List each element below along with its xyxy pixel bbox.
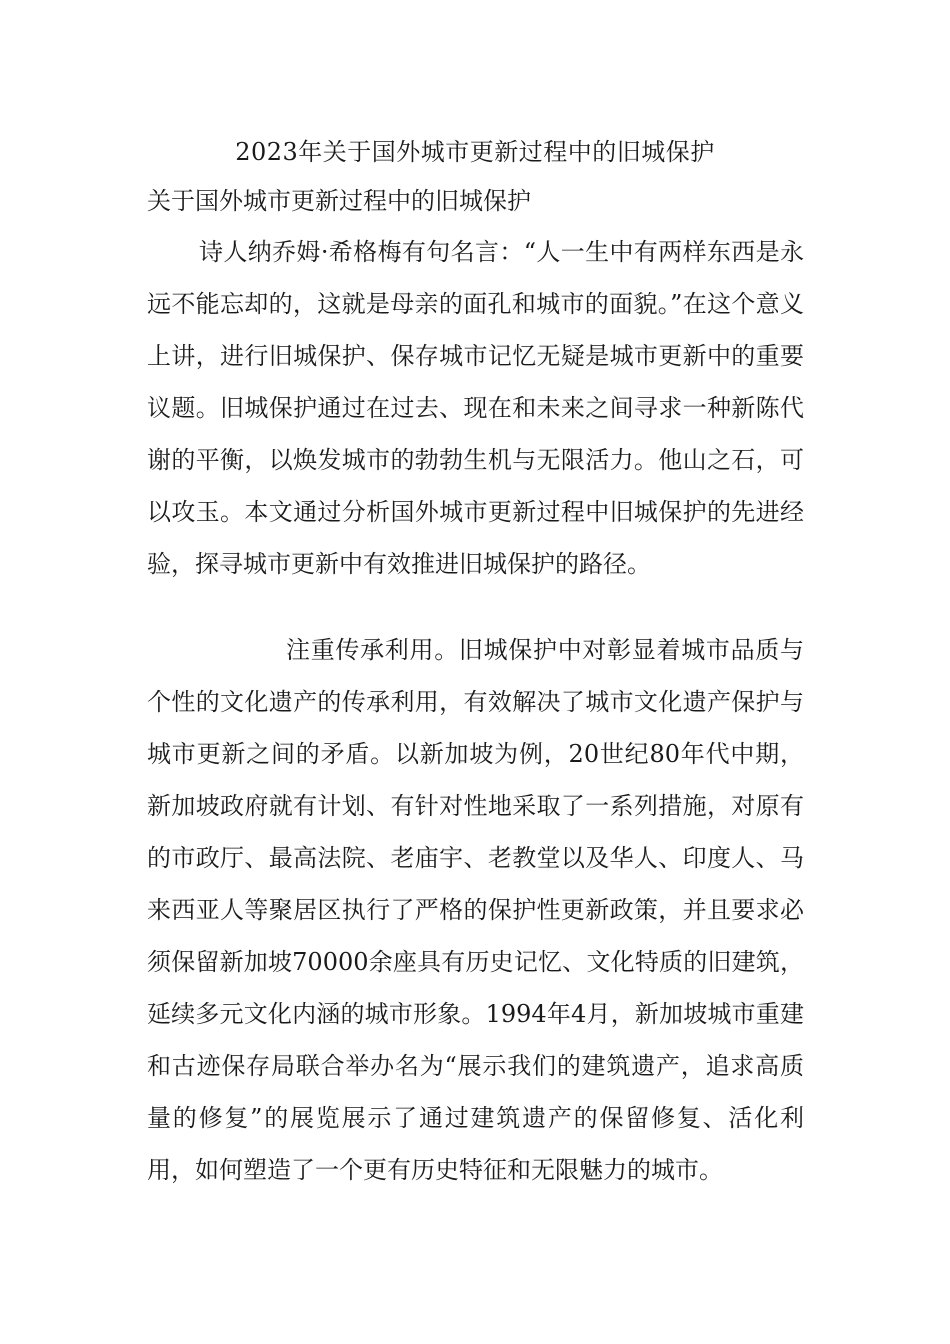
paragraph-singapore-example: 注重传承利用。旧城保护中对彰显着城市品质与个性的文化遗产的传承利用，有效解决了城市文化遗产保护与城市更新之间的矛盾。以新加坡为例，20世纪80年代中期，新加坡政府就有计划、有针对性地采取了一系列措施，对原有的市政厅、最高法院、老庙宇、老教堂以及华人、印度人、马来西亚人等聚居区执行了严格的保护性更新政策，并且要求必须保留新加坡70000余座具有历史记忆、文化特质的旧建筑，延续多元文化内涵的城市形象。1994年4月，新加坡城市重建和古迹保存局联合举办名为“展示我们的建筑遗产，追求高质量的修复”的展览展示了通过建筑遗产的保留修复、活化利用，如何塑造了一个更有历史特征和无限魅力的城市。 (147, 636, 804, 1184)
document-title: 2023年关于国外城市更新过程中的旧城保护 (235, 138, 715, 166)
document-subtitle: 关于国外城市更新过程中的旧城保护 (147, 187, 531, 215)
paragraph-intro: 诗人纳乔姆·希格梅有句名言：“人一生中有两样东西是永远不能忘却的，这就是母亲的面孔和城市的面貌。”在这个意义上讲，进行旧城保护、保存城市记忆无疑是城市更新中的重要议题。旧城保护通过在过去、现在和未来之间寻求一种新陈代谢的平衡，以焕发城市的勃勃生机与无限活力。他山之石，可以攻玉。本文通过分析国外城市更新过程中旧城保护的先进经验，探寻城市更新中有效推进旧城保护的路径。 (147, 238, 804, 578)
